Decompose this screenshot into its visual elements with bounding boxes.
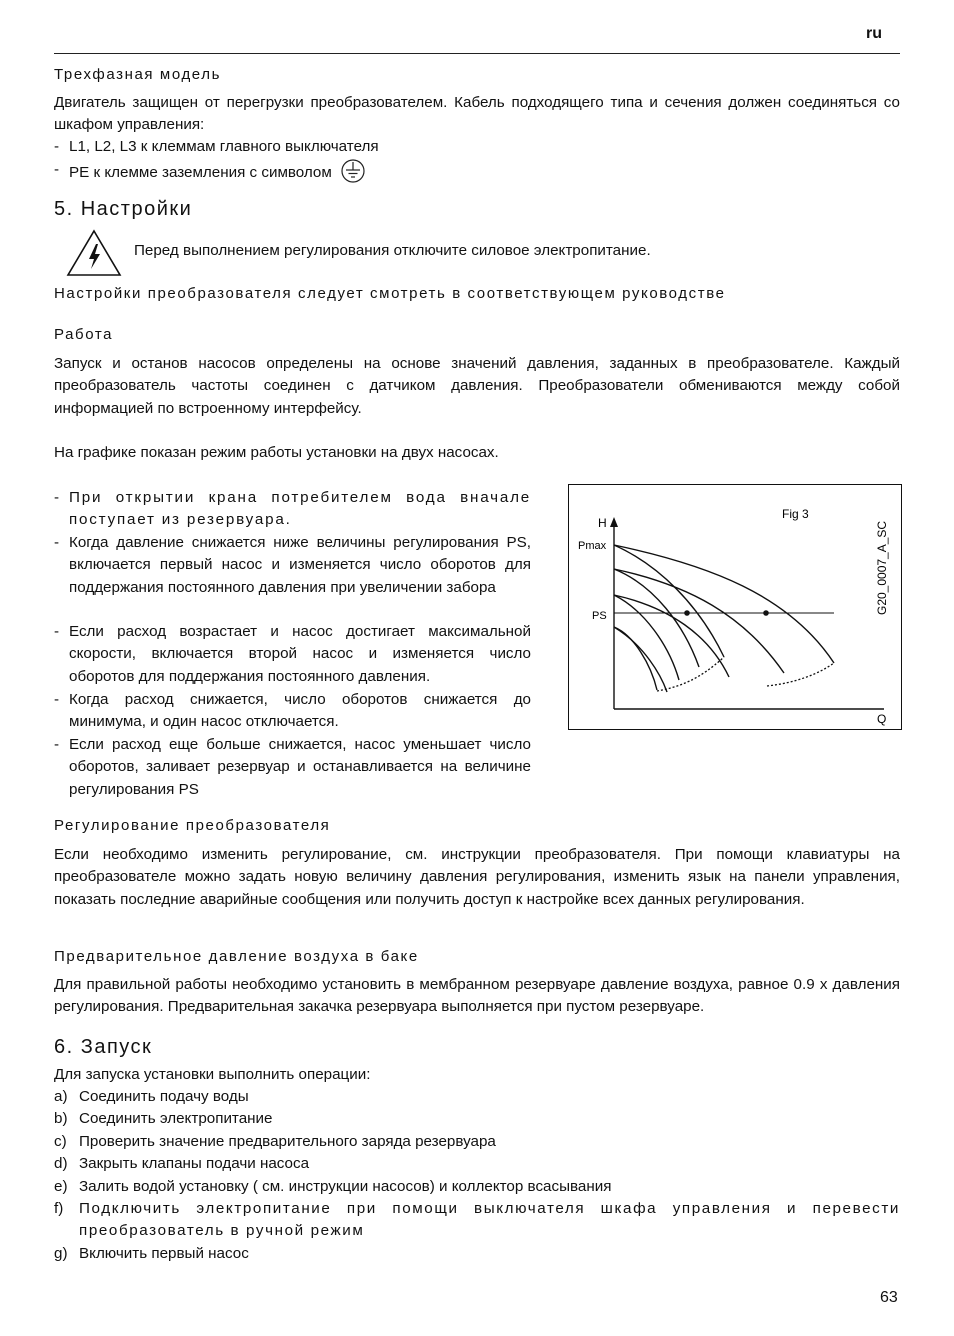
- language-code: ru: [866, 25, 882, 42]
- y-axis-label: H: [598, 516, 607, 530]
- work-paragraph: Запуск и останов насосов определены на основе значений давления, заданных в преобразователе. Каждый преобразователь частоты соединен с датчиком давления. Преобразователи обмениваются между собой информацией по встроенному интерфейсу.: [54, 355, 900, 417]
- work-paragraph-graph: На графике показан режим работы установки на двух насосах.: [54, 444, 499, 461]
- list-item: - Когда давление снижается ниже величины регулирования PS, включается первый насос и изменяется число оборотов для поддержания постоянного давления при увеличении забора: [54, 534, 531, 596]
- work-title: Работа: [54, 326, 114, 343]
- three-phase-text: Двигатель защищен от перегрузки преобразователем. Кабель подходящего типа и сечения должен соединяться со шкафом управления:: [54, 94, 900, 134]
- preload-title: Предварительное давление воздуха в баке: [54, 948, 419, 965]
- pump2-curve-3: [614, 595, 729, 677]
- chart-title: Fig 3: [782, 507, 809, 521]
- list-item: b) Соединить электропитание: [54, 1110, 273, 1127]
- operating-point: [763, 610, 769, 616]
- pump2-curve-max: [614, 545, 834, 663]
- regulation-title: Регулирование преобразователя: [54, 817, 331, 834]
- list-item: - Если расход возрастает и насос достигает максимальной скорости, включается второй насос и изменяется число оборотов для поддержания постоянного давления.: [54, 623, 531, 685]
- warning-text: Перед выполнением регулирования отключите силовое электропитание.: [134, 242, 651, 259]
- start-heading: 6. Запуск: [54, 1036, 153, 1058]
- preload-text: Для правильной работы необходимо установить в мембранном резервуаре давление воздуха, равное 0.9 х давления регулирования. Предварительная закачка резервуара выполняется при пустом резервуаре.: [54, 976, 900, 1016]
- pump1-curve-max: [614, 545, 724, 657]
- chart-code: G20_0007_A_SC: [875, 520, 889, 615]
- y-tick-pmax: Pmax: [578, 540, 607, 552]
- start-intro: Для запуска установки выполнить операции:: [54, 1066, 371, 1083]
- y-axis-arrow: [610, 517, 618, 527]
- ground-symbol-icon: [340, 159, 366, 183]
- list-item: - L1, L2, L3 к клеммам главного выключателя: [54, 138, 379, 155]
- list-item: - Если расход еще больше снижается, насос уменьшает число оборотов, заливает резервуар и останавливается на величине регулирования PS: [54, 736, 531, 798]
- pump2-curve-2: [614, 569, 784, 673]
- fig3-chart: [568, 484, 902, 730]
- settings-heading: 5. Настройки: [54, 198, 193, 220]
- list-item: - Когда расход снижается, число оборотов снижается до минимума, и один насос отключается.: [54, 691, 531, 731]
- pump1-curve-4: [614, 627, 657, 690]
- list-item: e) Залить водой установку ( см. инструкции насосов) и коллектор всасывания: [54, 1178, 612, 1195]
- list-item: c) Проверить значение предварительного заряда резервуара: [54, 1133, 496, 1150]
- list-item: d) Закрыть клапаны подачи насоса: [54, 1155, 310, 1172]
- list-item: f) Подключить электропитание при помощи выключателя шкафа управления и перевести преобразователь в ручной режим: [54, 1200, 900, 1240]
- chart-canvas: [569, 485, 901, 729]
- list-item: a) Соединить подачу воды: [54, 1088, 249, 1105]
- min-speed-envelope-2: [767, 663, 834, 686]
- list-item: - При открытии крана потребителем вода вначале поступает из резервуара.: [54, 489, 531, 529]
- high-voltage-warning-icon: [66, 229, 122, 277]
- page-number: 63: [880, 1289, 898, 1306]
- three-phase-title: Трехфазная модель: [54, 66, 222, 83]
- pump1-curve-3: [614, 595, 679, 680]
- pump1-curve-2: [614, 569, 699, 667]
- x-axis-label: Q: [877, 712, 887, 726]
- regulation-text: Если необходимо изменить регулирование, см. инструкции преобразователя. При помощи клавиатуры на преобразователе можно задать новую величину давления регулирования, изменить язык на панели управления, показать последние аварийные сообщения или получить доступ к настройке всех данных регулирования.: [54, 846, 900, 908]
- operating-point: [684, 610, 690, 616]
- y-tick-ps: PS: [592, 610, 607, 622]
- settings-note: Настройки преобразователя следует смотреть в соответствующем руководстве: [54, 285, 726, 302]
- header-rule: [54, 53, 900, 54]
- min-speed-envelope-1: [657, 657, 724, 691]
- list-item: g) Включить первый насос: [54, 1245, 249, 1262]
- list-item: - PE к клемме заземления с символом: [54, 159, 900, 184]
